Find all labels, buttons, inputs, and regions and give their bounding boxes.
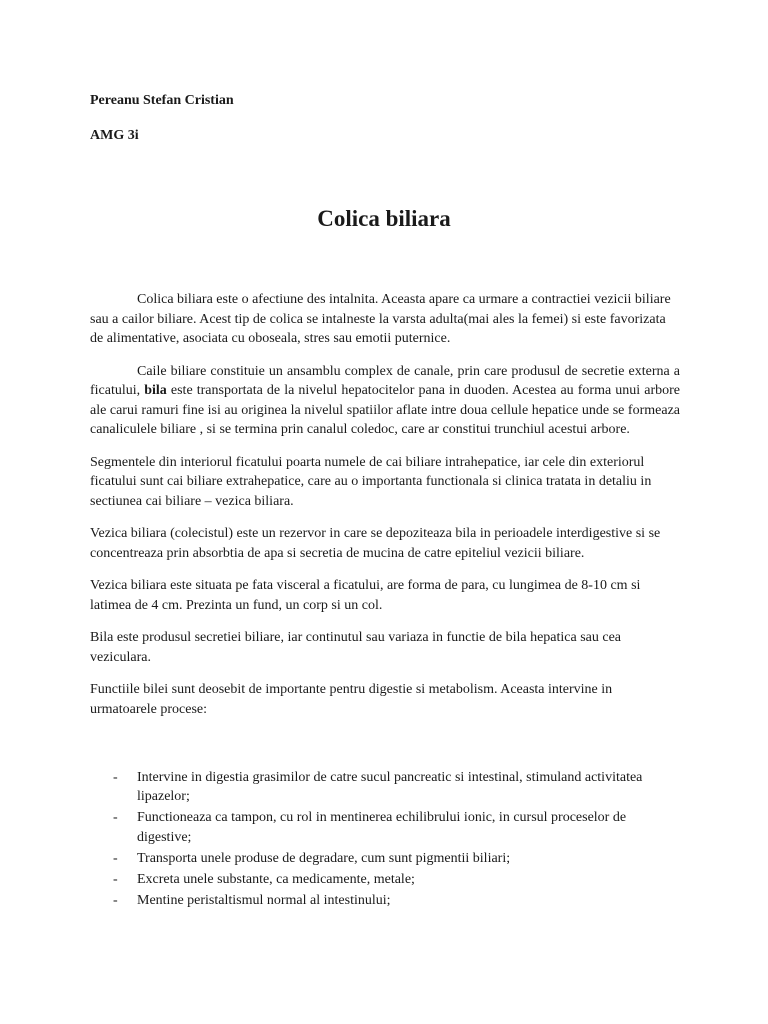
paragraph-bile-functions: Functiile bilei sunt deosebit de importante pentru digestie si metabolism. Aceasta intervine in urmatoarele procese:: [90, 682, 613, 717]
paragraph-segments: Segmentele din interiorul ficatului poarta numele de cai biliare intrahepatice, iar cele din exteriorul ficatului sunt cai biliare extrahepatice, care au o importanta functionala si clinica tratata in detaliu in sectiunea cai biliare – vezica biliara.: [90, 454, 652, 509]
paragraph-intro: Colica biliara este o afectiune des intalnita. Aceasta apare ca urmare a contractiei vezicii biliare sau a cailor biliare. Acest tip de colica se intalneste la varsta adulta(mai ales la femei) si este favorizata de alimentative, asociata cu oboseala, stres sau emotii puternice.: [90, 292, 671, 346]
paragraph-bile-ducts: [90, 362, 680, 440]
list-dash: -: [113, 810, 118, 826]
list-dash: -: [113, 850, 118, 866]
list-item: [90, 870, 680, 889]
document-body: [90, 290, 680, 732]
paragraph-bile-ducts-text-2: este transportata de la nivelul hepatocitelor pana in duoden. Acestea au forma unui arbore ale carui ramuri fine isi au originea la nivelul spatiilor aflate intre doua cellule hepatice unde se formeaza canaliculele biliare , si se termina prin canalul coledoc, care ar constitui trunchiul acestui arbore.: [90, 383, 680, 437]
list-dash: -: [113, 770, 118, 785]
paragraph-bile-ducts-text-1: Caile biliare constituie un ansamblu complex de canale, prin care produsul de secretie externa a ficatului,: [90, 363, 680, 398]
paragraph-gallbladder-position: Vezica biliara este situata pe fata visceral a ficatului, are forma de para, cu lungimea de 8-10 cm si latimea de 4 cm. Prezinta un fund, un corp si un col.: [90, 578, 641, 613]
author-name: Pereanu Stefan Cristian: [90, 93, 234, 108]
list-dash: -: [113, 893, 118, 909]
list-item-text: Transporta unele produse de degradare, cum sunt pigmentii biliari;: [137, 850, 511, 866]
student-group: AMG 3i: [90, 128, 139, 143]
list-item: [90, 808, 680, 846]
list-item: [90, 849, 680, 868]
list-item-text: Intervine in digestia grasimilor de catre sucul pancreatic si intestinal, stimuland activitatea lipazelor;: [137, 770, 643, 805]
functions-list: [90, 768, 680, 912]
paragraph-bile-product: Bila este produsul secretiei biliare, iar continutul sau variaza in functie de bila hepatica sau cea veziculara.: [90, 630, 622, 665]
paragraph-gallbladder: Vezica biliara (colecistul) este un rezervor in care se depoziteaza bila in perioadele interdigestive si se concentreaza prin absorbtia de apa si secretia de mucina de catre epiteliul vezicii biliare.: [90, 526, 661, 561]
list-item: [90, 891, 680, 910]
document-title: Colica biliara: [317, 206, 451, 231]
list-item-text: Functioneaza ca tampon, cu rol in mentinerea echilibrului ionic, in cursul proceselor de digestive;: [137, 810, 627, 845]
list-item: [90, 768, 680, 806]
list-item-text: Mentine peristaltismul normal al intestinului;: [137, 893, 391, 909]
bold-term-bila: bila: [144, 383, 167, 398]
list-item-text: Excreta unele substante, ca medicamente, metale;: [137, 872, 415, 888]
list-dash: -: [113, 872, 118, 888]
